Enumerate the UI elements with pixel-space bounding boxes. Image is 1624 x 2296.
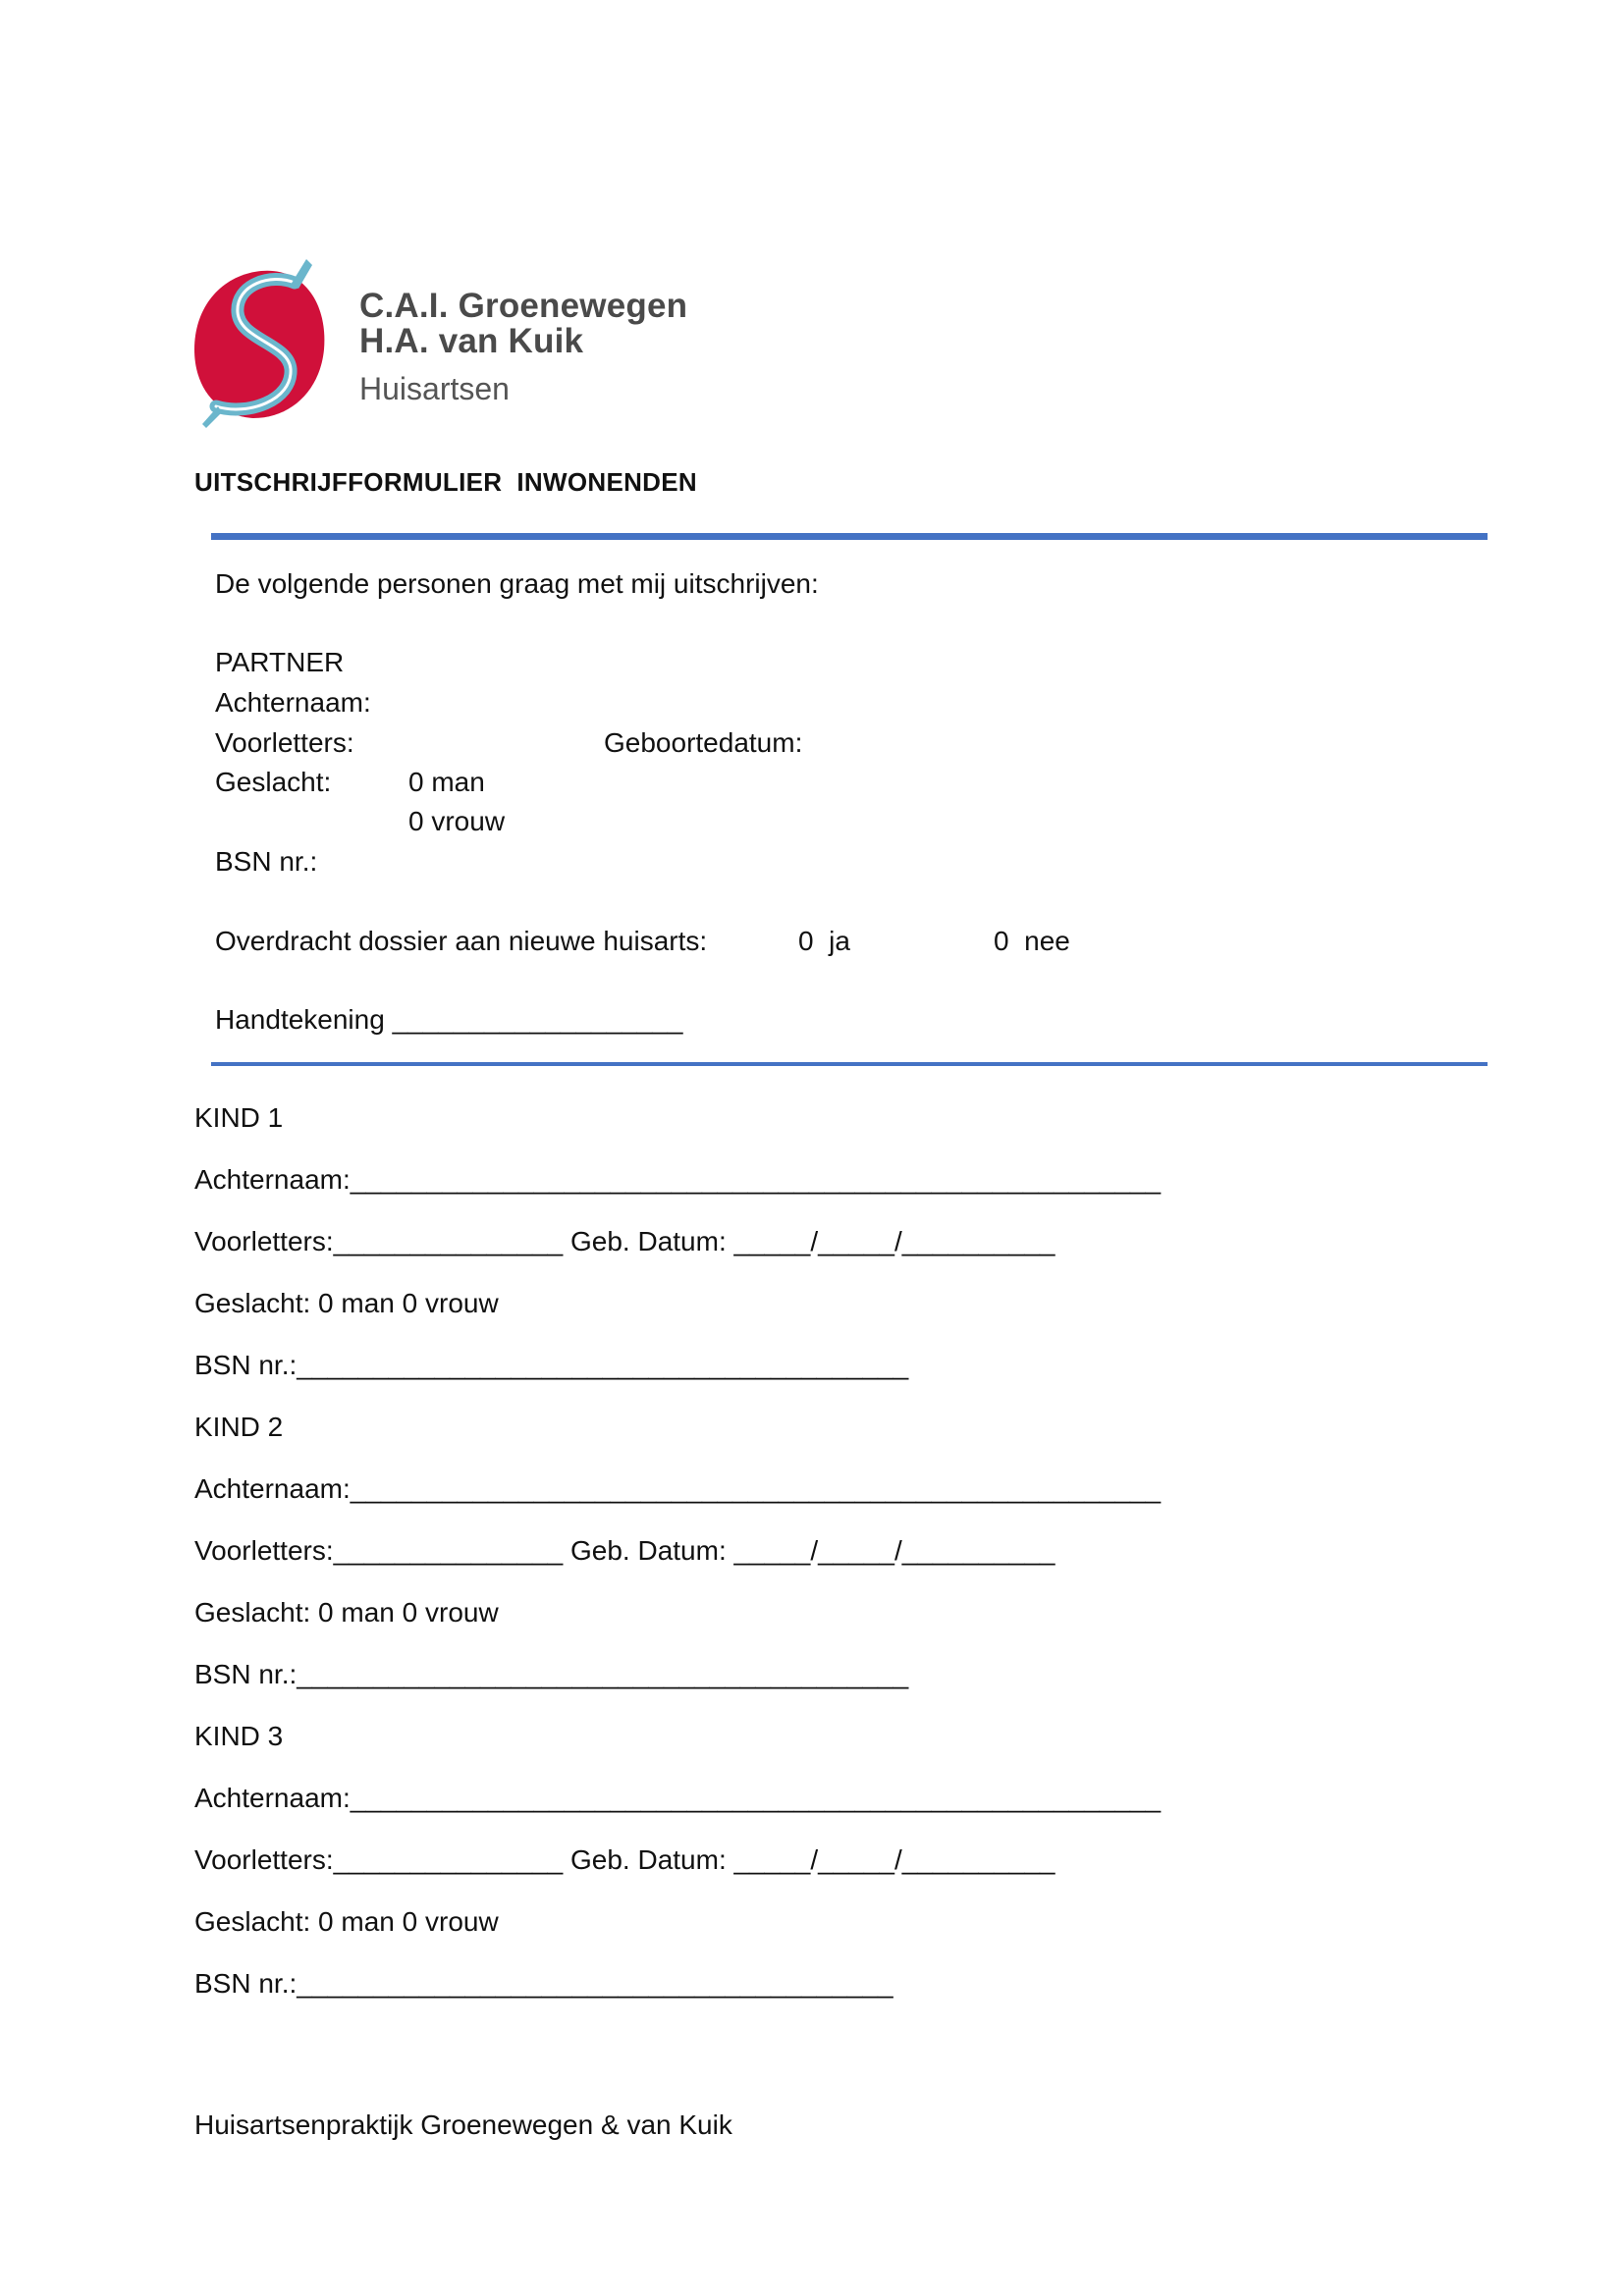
overdracht-option-nee[interactable]: 0 nee xyxy=(994,926,1070,956)
kind2-heading: KIND 2 xyxy=(194,1412,284,1442)
partner-option-man[interactable]: 0 man xyxy=(408,767,485,797)
kind3-heading: KIND 3 xyxy=(194,1721,284,1751)
kind3-voorletters-field[interactable]: Voorletters:_______________ Geb. Datum: _____/_____/__________ xyxy=(194,1844,1056,1875)
brand-name-line2: H.A. van Kuik xyxy=(359,322,584,360)
section-divider-top xyxy=(211,533,1488,540)
partner-achternaam-label: Achternaam: xyxy=(215,687,371,718)
kind1-geslacht-field[interactable]: Geslacht: 0 man 0 vrouw xyxy=(194,1288,499,1318)
brand-name-line1: C.A.I. Groenewegen xyxy=(359,287,688,325)
kind2-geslacht-field[interactable]: Geslacht: 0 man 0 vrouw xyxy=(194,1597,499,1628)
handtekening-field[interactable]: Handtekening ___________________ xyxy=(215,1004,683,1035)
form-title: UITSCHRIJFFORMULIER INWONENDEN xyxy=(194,467,697,497)
footer-practice-name: Huisartsenpraktijk Groenewegen & van Kuik xyxy=(194,2109,732,2140)
kind2-achternaam-field[interactable]: Achternaam:_____________________________________________________ xyxy=(194,1473,1162,1504)
partner-geboortedatum-label: Geboortedatum: xyxy=(604,727,803,758)
kind2-voorletters-field[interactable]: Voorletters:_______________ Geb. Datum: _____/_____/__________ xyxy=(194,1535,1056,1566)
practice-logo-icon xyxy=(192,253,330,435)
kind1-achternaam-field[interactable]: Achternaam:_____________________________________________________ xyxy=(194,1164,1162,1195)
partner-option-vrouw[interactable]: 0 vrouw xyxy=(408,806,506,836)
partner-geslacht-label: Geslacht: xyxy=(215,767,332,797)
overdracht-option-ja[interactable]: 0 ja xyxy=(798,926,850,956)
kind3-achternaam-field[interactable]: Achternaam:_____________________________________________________ xyxy=(194,1783,1162,1813)
kind3-geslacht-field[interactable]: Geslacht: 0 man 0 vrouw xyxy=(194,1906,499,1937)
brand-subtitle: Huisartsen xyxy=(359,371,510,406)
partner-heading: PARTNER xyxy=(215,647,345,677)
kind1-voorletters-field[interactable]: Voorletters:_______________ Geb. Datum: _____/_____/__________ xyxy=(194,1226,1056,1256)
intro-text: De volgende personen graag met mij uitschrijven: xyxy=(215,568,819,599)
kind3-bsn-field[interactable]: BSN nr.:_______________________________________ xyxy=(194,1968,893,1999)
partner-voorletters-label: Voorletters: xyxy=(215,727,354,758)
section-divider-bottom xyxy=(211,1062,1488,1066)
kind1-heading: KIND 1 xyxy=(194,1102,284,1133)
kind1-bsn-field[interactable]: BSN nr.:________________________________________ xyxy=(194,1350,909,1380)
partner-bsn-label: BSN nr.: xyxy=(215,846,318,877)
kind2-bsn-field[interactable]: BSN nr.:________________________________________ xyxy=(194,1659,909,1689)
overdracht-label: Overdracht dossier aan nieuwe huisarts: xyxy=(215,926,708,956)
